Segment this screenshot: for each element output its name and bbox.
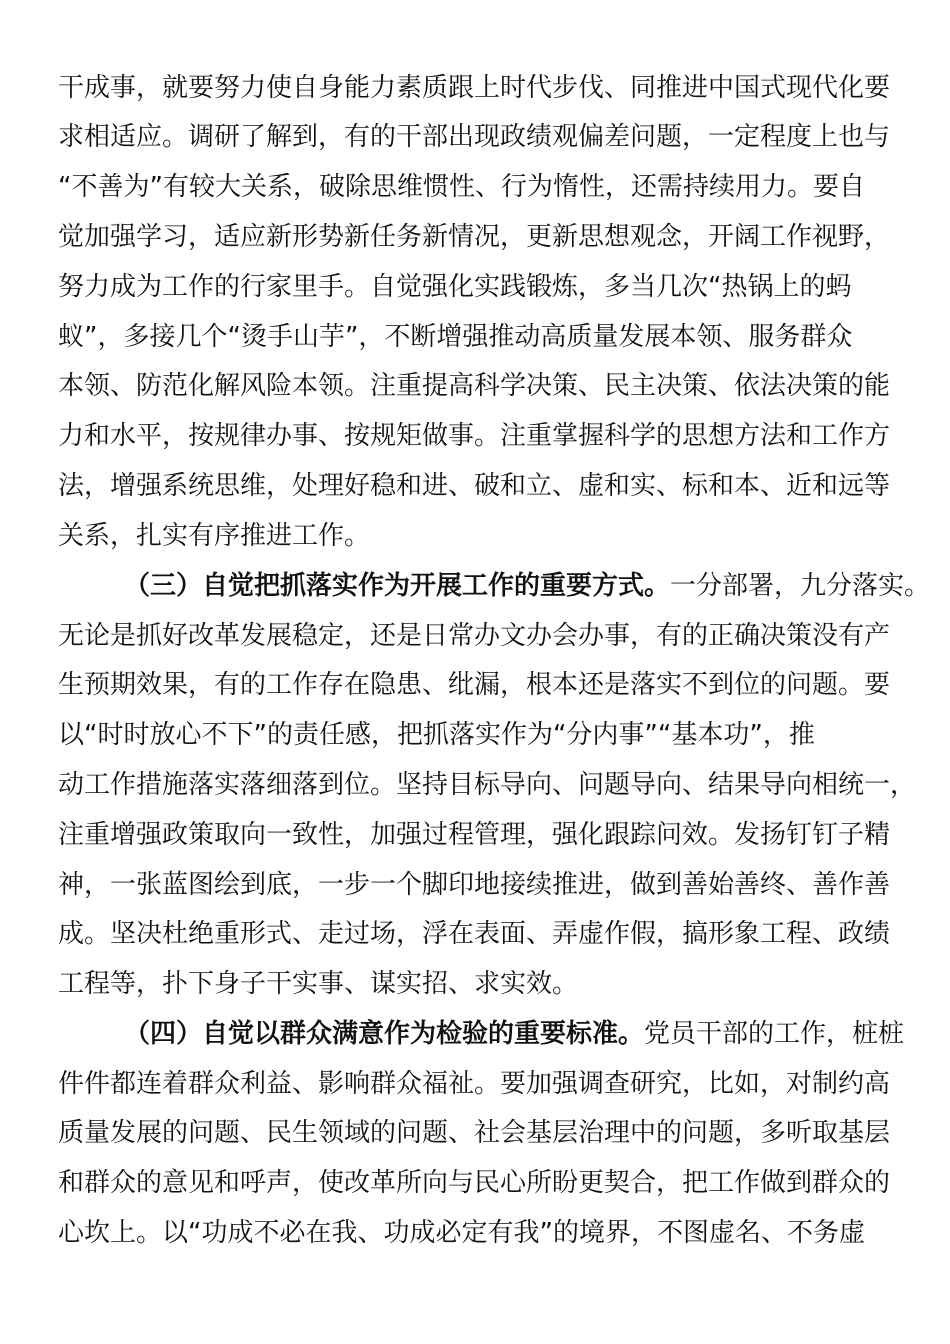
body-text-line: 力和水平，按规律办事、按规矩做事。注重掌握科学的思想方法和工作方 <box>58 421 891 451</box>
section-3-heading: （三）自觉把抓落实作为开展工作的重要方式。 <box>124 571 671 601</box>
body-text-line: 觉加强学习，适应新形势新任务新情况，更新思想观念，开阔工作视野， <box>58 222 891 252</box>
body-text-line: 件件都连着群众利益、影响群众福祉。要加强调查研究，比如，对制约高 <box>58 1069 891 1099</box>
section-4-lead-text: 党员干部的工作，桩桩 <box>644 1019 905 1049</box>
body-text-line: 注重增强政策取向一致性，加强过程管理，强化跟踪问效。发扬钉钉子精 <box>58 820 891 850</box>
body-text-line: 生预期效果，有的工作存在隐患、纰漏，根本还是落实不到位的问题。要 <box>58 670 891 700</box>
body-text-line: 质量发展的问题、民生领域的问题、社会基层治理中的问题，多听取基层 <box>58 1118 891 1148</box>
body-text-line: 神，一张蓝图绘到底，一步一个脚印地接续推进，做到善始善终、善作善 <box>58 870 891 900</box>
body-text-line: 关系，扎实有序推进工作。 <box>58 521 371 551</box>
section-3-lead-text: 一分部署，九分落实。 <box>670 571 931 601</box>
body-text-line: 以“时时放心不下”的责任感，把抓落实作为“分内事”“基本功”，推 <box>58 720 815 750</box>
section-4-heading: （四）自觉以群众满意作为检验的重要标准。 <box>124 1019 645 1049</box>
body-text-line: 成。坚决杜绝重形式、走过场，浮在表面、弄虚作假，搞形象工程、政绩 <box>58 919 891 949</box>
body-text-line: 和群众的意见和呼声，使改革所向与民心所盼更契合，把工作做到群众的 <box>58 1168 891 1198</box>
body-text-line: 法，增强系统思维，处理好稳和进、破和立、虚和实、标和本、近和远等 <box>58 471 891 501</box>
section-3-first-line <box>124 561 950 611</box>
body-text-line: 干成事，就要努力使自身能力素质跟上时代步伐、同推进中国式现代化要 <box>58 73 891 103</box>
body-text-line: “不善为”有较大关系，破除思维惯性、行为惰性，还需持续用力。要自 <box>58 172 865 202</box>
body-text-line: 蚁”，多接几个“烫手山芋”，不断增强推动高质量发展本领、服务群众 <box>58 322 853 352</box>
body-text-line: 心坎上。以“功成不必在我、功成必定有我”的境界，不图虚名、不务虚 <box>58 1218 865 1248</box>
body-text-line: 努力成为工作的行家里手。自觉强化实践锻炼，多当几次“热锅上的蚂 <box>58 272 852 302</box>
body-text-line: 动工作措施落实落细落到位。坚持目标导向、问题导向、结果导向相统一， <box>58 770 917 800</box>
body-text-line: 本领、防范化解风险本领。注重提高科学决策、民主决策、依法决策的能 <box>58 371 891 401</box>
body-text-line: 工程等，扑下身子干实事、谋实招、求实效。 <box>58 969 579 999</box>
body-text-line: 无论是抓好改革发展稳定，还是日常办文办会办事，有的正确决策没有产 <box>58 621 891 651</box>
body-text-line: 求相适应。调研了解到，有的干部出现政绩观偏差问题，一定程度上也与 <box>58 122 891 152</box>
section-4-first-line <box>124 1009 950 1059</box>
